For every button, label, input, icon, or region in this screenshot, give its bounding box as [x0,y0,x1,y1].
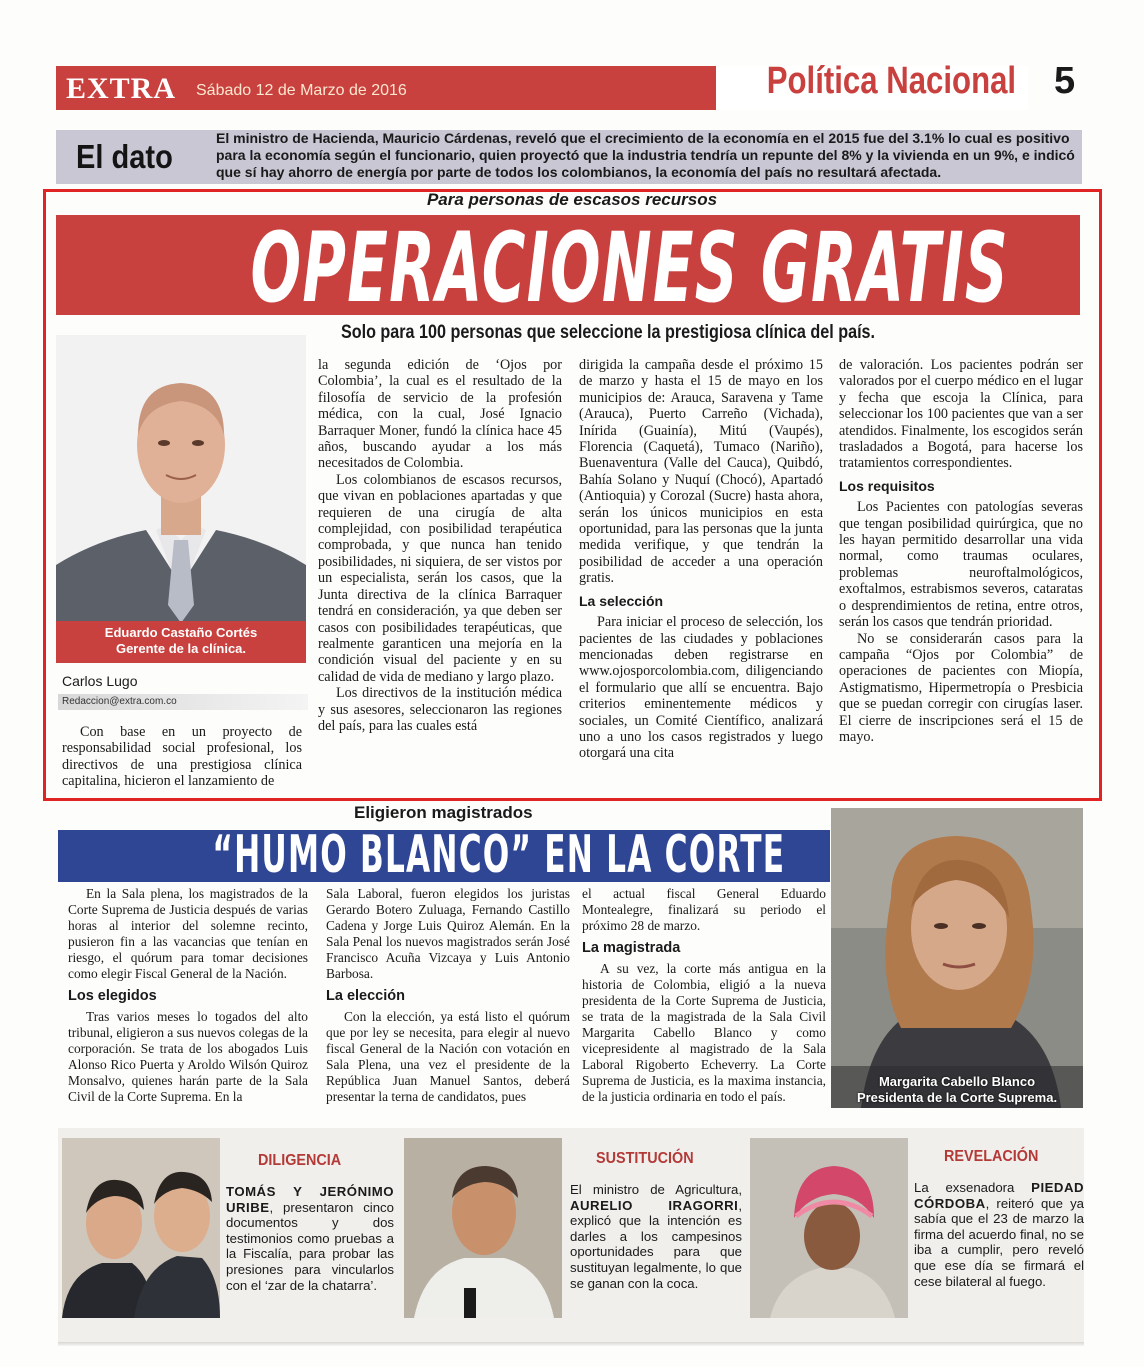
article1-column-2 [318,357,562,797]
brief-photo-iragorri [404,1138,562,1318]
issue-date: Sábado 12 de Marzo de 2016 [196,82,407,99]
dato-label: El dato [76,138,173,175]
article2-paragraph: A su vez, la corte más antigua en la historia de Colombia, eligió a la nueva presidenta de la Corte Suprema de Justicia, se trata de la magistrada de la Sala Civil Margarita Cabello Blanco y como vicepresidente al magistrado de la Sala Laboral Rigoberto Echeverry. La Corte Suprema de Justicia, es la maxima instancia, de la justicia ordinaria en todo el país. [582,961,826,1104]
article1-column-4 [839,357,1083,797]
brief-text-diligencia [226,1184,394,1293]
article1-byline: Carlos Lugo [62,673,138,689]
article1-kicker: Para personas de escasos recursos [426,190,718,209]
article1-paragraph: de valoración. Los pacientes podrán ser valorados por el cuerpo médico en el lugar y fecha que escoja la Clínica, para seleccionar los 100 pacientes que van a ser atendidos. Finalmente, los escogidos serán trasladados a Bogotá, para hacerse los tratamientos correspondientes. [839,357,1083,472]
dato-text: El ministro de Hacienda, Mauricio Cárdenas, reveló que el crecimiento de la economía en el 2015 fue del 3.1% lo cual es positivo para la economía según el funcionario, quien proyectó que la industria tendría un repunte del 8% y la vivienda en un 9%, e indicó que sí hay ahorro de energía por parte de todos los colombianos, la economía del país no resultará afectada. [216,130,1075,180]
article1-column-3 [579,357,823,797]
section-title: Política Nacional [766,60,1016,102]
subhead-elegidos: Los elegidos [68,988,157,1004]
article2-paragraph: Sala Laboral, fueron elegidos los juristas Gerardo Botero Zuluaga, Fernando Castillo Cadena y Jorge Luis Quiroz Alemán. En la Sala Penal los nuevos magistrados serán José Francisco Acuña Vizcaya y Luis Antonio Barbosa. [326,886,570,981]
subhead-requisitos: Los requisitos [839,477,935,494]
article2-paragraph: Con la elección, ya está listo el quórum que por ley se necesita, para elegir al nuevo fiscal General de la Nación con votación en Sala Plena, una vez el presidente de la República Juan Manuel Santos, deberá presentar la terna de candidatos, pues [326,1009,570,1104]
article1-headline-banner [56,215,1080,315]
magistrate-name: Margarita Cabello Blanco [878,1074,1036,1089]
brief-lead: AURELIO IRAGORRI [570,1197,739,1213]
article2-paragraph: En la Sala plena, los magistrados de la Corte Suprema de Justicia después de varias horas al interior del solemne recinto, pusieron fin a las vacancias que tenían en riesgo, el quórum para tomar decisiones como elegir Fiscal General de la Nación. [68,886,308,981]
article2-column-1 [68,886,308,1126]
page-number: 5 [1054,60,1076,102]
brief-body: , explicó que la intención es darles a los campesinos oportunidades para que sustituyan legalmente, lo que se ganan con la coca. [570,1197,742,1291]
manager-role: Gerente de la clínica. [115,641,247,656]
article1-paragraph: la segunda edición de ‘Ojos por Colombia’, la cual es el resultado de la filosofía de servicio de la profesión médica, con la cual, José Ignacio Barraquer Moner, fundó la clínica hace 45 años, buscando ayudar a los más necesitados de Colombia. [318,357,562,472]
brief-text-sustitucion [570,1182,742,1291]
brief-photo-uribe-brothers [62,1138,220,1318]
subhead-eleccion: La elección [326,988,405,1004]
subhead-seleccion: La selección [579,592,664,609]
manager-photo-caption [56,621,306,663]
magistrate-role: Presidenta de la Corte Suprema. [856,1090,1058,1105]
article2-paragraph: el actual fiscal General Eduardo Montealegre, finalizará su periodo el próximo 28 de marzo. [582,886,826,933]
brand-logo: EXTRA [66,72,177,105]
dato-box [56,130,1082,184]
brief-pre: El ministro de Agricultura, [570,1182,742,1197]
article1-paragraph: Para iniciar el proceso de selección, los pacientes de las ciudades y poblaciones mencionadas deben registrarse en www.ojosporcolombia.com, diligenciando el formulario que allí se encuentra. Bajo criterios eminentemente médicos y sociales, un Comité Científico, analizará uno a uno los casos registrados y luego otorgará una cita [579,614,823,762]
brief-body: , reiteró que ya sabía que el 23 de marzo la firma del acuerdo final, no se iba a cumplir, pero reveló que ese día se firmará el cese bilateral al fuego. [914,1195,1084,1289]
article1-paragraph: Los colombianos de escasos recursos, que vivan en poblaciones apartadas y que requieren de una cirugía de alta complejidad, con posibilidad terapéutica comprobada, y que nunca han tenido posibilidades, ni siquiera, de ser vistos por un especialista, serán los casos, que la Junta directiva de la clínica Barraquer tendrá en consideración, ya que deben ser casos con posibilidades terapéuticas, que realmente garanticen una mejoría en la condición visual del paciente y en su calidad de vida de mediano y largo plazo. [318,471,562,685]
portrait-photo-manager [56,335,306,623]
brief-lead: TOMÁS Y JERÓNIMO URIBE [226,1184,394,1215]
briefs-bottom-edge [58,1342,1084,1346]
manager-name: Eduardo Castaño Cortés [104,625,258,640]
article2-headline: “HUMO BLANCO” EN LA CORTE [212,830,786,882]
brief-title-sustitucion: SUSTITUCIÓN [596,1150,694,1167]
article2-kicker: Eligieron magistrados [354,803,533,822]
magistrate-photo-caption [831,1074,1083,1106]
brief-lead: PIEDAD CÓRDOBA [914,1180,1084,1211]
portrait-photo-magistrate [831,808,1083,1108]
article1-paragraph: Los directivos de la institución médica y sus asesores, seleccionaron las regiones del país, para las cuales está [318,685,562,734]
article1-paragraph: Con base en un proyecto de responsabilidad social profesional, los directivos de una prestigiosa clínica capitalina, hicieron el lanzamiento de [62,724,302,790]
article1-deck: Solo para 100 personas que seleccione la prestigiosa clínica del país. [340,322,876,343]
brief-photo-cordoba [750,1138,908,1318]
brief-pre: La exsenadora [914,1180,1032,1195]
article2-column-2 [326,886,570,1126]
article1-headline: OPERACIONES GRATIS [250,215,1009,315]
brief-title-revelacion: REVELACIÓN [944,1148,1039,1165]
article1-paragraph: No se considerarán casos para la campaña “Ojos por Colombia” de operaciones de pacientes con Miopía, Astigmatismo, Hipermetropía o Presbicia que se puedan corregir con cirugías laser. El cierre de inscripciones será el 15 de mayo. [839,630,1083,745]
article2-paragraph: Tras varios meses lo togados del alto tribunal, eligieron a sus nuevos colegas de la corporación. Se trata de los abogados Luis Alonso Rico Puerta y Aroldo Wilsón Quiroz Monsalvo, quienes harán parte de la Sala Civil de la Corte Suprema. En la [68,1009,308,1104]
article1-paragraph: Los Pacientes con patologías severas que tengan posibilidad quirúrgica, que no les hayan permitido desarrollar una vida normal, como traumas oculares, problemas neuroftalmológicos, exoftalmos, estrabismos severos, cataratas o desprendimientos de retina, entre otros, serán los casos que tendrán prioridad. [839,499,1083,631]
subhead-magistrada: La magistrada [582,940,681,956]
article1-paragraph: dirigida la campaña desde el próximo 15 de marzo y hasta el 15 de mayo en los municipios de: Arauca, Saravena y Tame (Arauca), Puerto Carreño (Vichada), Inírida (Guainía), Mitú (Vaupés), Florencia (Caquetá), Tumaco (Nariño), Buenaventura (Valle del Cauca), Quibdó, Bahía Solano y Nuquí (Chocó), Apartadó (Antioquia) y Corozal (Sucre) hasta ahora, serán los únicos municipios en esta oportunidad, para las personas que la junta medida verifique, y que tendrán la posibilidad de acceder a una operación gratis. [579,357,823,587]
article2-column-3 [582,886,826,1126]
article1-email: Redaccion@extra.com.co [58,694,308,710]
article2-headline-banner [58,830,830,882]
brief-text-revelacion [914,1180,1084,1289]
brief-title-diligencia: DILIGENCIA [258,1152,342,1169]
article1-column-1 [62,724,302,796]
brief-body: , presentaron cinco documentos y dos testimonios como pruebas a la Fiscalía, para probar las presiones para vincularlos con el ‘zar de la chatarra’. [226,1199,394,1293]
